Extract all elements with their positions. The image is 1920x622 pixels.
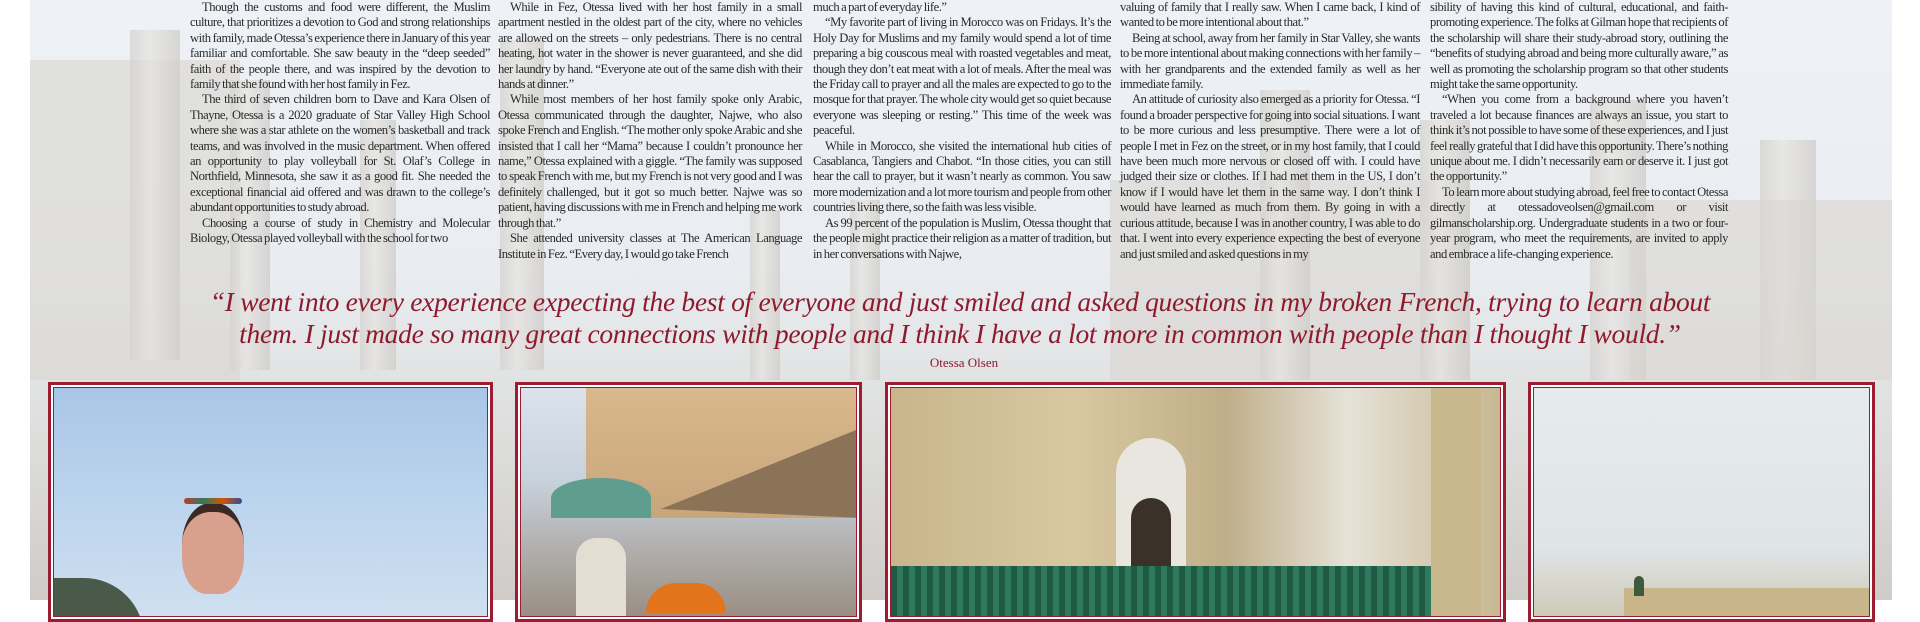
article-column-5	[1430, 0, 1728, 262]
paragraph: An attitude of curiosity also emerged as a priority for Otessa. “I found a broader perspective for going into social situations. I want to be more curious and less presumptive. There were a lot of people I met in Fez on the street, or in my host family, that I could have been much more nervous or closed off with. I could have judged their size or clothes. If I had met them in the US, I don’t know if I would have let them in the same way. I don’t think I would have learned as much from them. By going in with a curious attitude, because I was in another country, I was able to do that. I went into every experience expecting the best of everyone and just smiled and asked questions in my	[1120, 92, 1420, 261]
article-column-3	[813, 0, 1111, 262]
pull-quote-line-2: them. I just made so many great connections with people and I think I have a lot more in common with people than I thought I would.”	[239, 318, 1681, 349]
photo-mosque-arches	[885, 382, 1506, 622]
paragraph: Choosing a course of study in Chemistry and Molecular Biology, Otessa played volleyball with the school for two	[190, 215, 490, 246]
article-column-1	[190, 0, 490, 247]
paragraph: While in Fez, Otessa lived with her host family in a small apartment nestled in the oldest part of the city, where no vehicles are allowed on the streets – only pedestrians. There is no central heating, hot water in the shower is never guaranteed, and she did her laundry by hand. “Everyone ate out of the same dish with their hands at dinner.”	[498, 0, 802, 92]
paragraph: As 99 percent of the population is Muslim, Otessa thought that the people might practice their religion as a matter of tradition, but in her conversations with Najwe,	[813, 215, 1111, 261]
pull-quote-attribution: Otessa Olsen	[929, 355, 999, 370]
photo-otessa-portrait	[48, 382, 493, 622]
paragraph: The third of seven children born to Dave and Kara Olsen of Thayne, Otessa is a 2020 graduate of Star Valley High School where she was a star athlete on the women’s basketball and track teams, and was involved in the music department. When offered an opportunity to play volleyball for St. Olaf’s College in Northfield, Minnesota, she saw it as a good fit. She needed the exceptional financial aid offered and was drawn to the college’s abundant opportunities to study abroad.	[190, 92, 490, 215]
pull-quote	[60, 286, 1860, 350]
paragraph: “When you come from a background where you haven’t traveled a lot because finances are always an issue, you start to think it’s not possible to have some of these experiences, and I just feel really grateful that I did have this opportunity. There’s nothing unique about me. I didn’t necessarily earn or deserve it. I just got the opportunity.”	[1430, 92, 1728, 184]
photo-fez-cityscape	[1528, 382, 1875, 622]
paragraph: Though the customs and food were different, the Muslim culture, that prioritizes a devotion to God and strong relationships with family, made Otessa’s experience there in January of this year familiar and comfortable. She saw beauty in the “deep seeded” faith of the people there, and was inspired by the devotion to family that she found with her host family in Fez.	[190, 0, 490, 92]
paragraph: To learn more about studying abroad, feel free to contact Otessa directly at otessadoveolsen@gmail.com or visit gilmanscholarship.org. Undergraduate students in a two or four-year program, who meet the requirements, are invited to apply and embrace a life-changing experience.	[1430, 184, 1728, 261]
paragraph: “My favorite part of living in Morocco was on Fridays. It’s the Holy Day for Muslims and my family would spend a lot of time preparing a big couscous meal with roasted vegetables and meat, though they don’t eat meat with a lot of meals. After the meal was the Friday call to prayer and all the males are expected to go to the mosque for that prayer. The whole city would get so quiet because everyone was sleeping or resting.” This time of the week was peaceful.	[813, 15, 1111, 138]
paragraph: She attended university classes at The American Language Institute in Fez. “Every day, I would go take French	[498, 231, 802, 261]
article-body	[0, 0, 1920, 282]
article-column-4	[1120, 0, 1420, 262]
paragraph: sibility of having this kind of cultural, educational, and faith-promoting experience. The folks at Gilman hope that recipients of the scholarship will share their study-abroad story, outlining the “benefits of studying abroad and being more culturally aware,” as well as promoting the scholarship program so that other students might take the same opportunity.	[1430, 0, 1728, 92]
paragraph: much a part of everyday life.”	[813, 0, 947, 14]
article-column-2	[498, 0, 802, 262]
pull-quote-line-1: “I went into every experience expecting the best of everyone and just smiled and asked questions in my broken French, trying to learn about	[209, 286, 1711, 317]
paragraph: While in Morocco, she visited the international hub cities of Casablanca, Tangiers and Chabot. “In those cities, you can still hear the call to prayer, but it wasn’t nearly as common. You saw more modernization and a lot more tourism and people from other countries living there, so the faith was less visible.	[813, 138, 1111, 215]
photo-fez-market	[515, 382, 862, 622]
paragraph: valuing of family that I really saw. When I came back, I kind of wanted to be more intentional about that.”	[1120, 0, 1420, 30]
paragraph: Being at school, away from her family in Star Valley, she wants to be more intentional about making connections with her family – with her grandparents and the extended family as well as her immediate family.	[1120, 30, 1420, 92]
paragraph: While most members of her host family spoke only Arabic, Otessa communicated through the daughter, Najwe, who also spoke French and English. “The mother only spoke Arabic and she insisted that I call her “Mama” because I couldn’t pronounce her name,” Otessa explained with a giggle. “The family was supposed to speak French with me, but my French is not very good and I was definitely challenged, but it got so much better. Najwe was so patient, having discussions with me in French and helping me work through that.”	[498, 92, 802, 230]
